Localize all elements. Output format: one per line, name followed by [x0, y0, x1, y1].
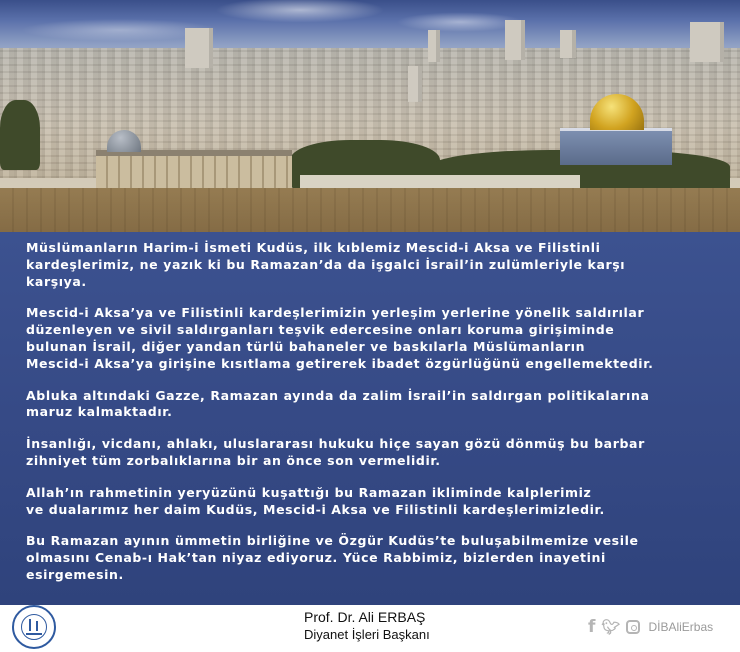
- text-line: Müslümanların Harim-i İsmeti Kudüs, ilk kıblemiz Mescid-i Aksa ve Filistinli: [26, 240, 601, 255]
- facebook-icon[interactable]: f: [588, 617, 596, 637]
- text-line: bulunan İsrail, diğer yandan türlü bahaneler ve baskılarla Müslümanların: [26, 338, 586, 354]
- jerusalem-photo: [0, 0, 740, 232]
- dome-of-the-rock-base: [560, 128, 672, 165]
- text-line: maruz kalmaktadır.: [26, 404, 173, 420]
- text-line: Allah’ın rahmetinin yeryüzünü kuşattığı bu Ramazan ikliminde kalplerimiz: [26, 484, 592, 500]
- text-line: Bu Ramazan ayının ümmetin birliğine ve Özgür Kudüs’te buluşabilmemize vesile: [26, 533, 639, 549]
- diyanet-logo: [12, 605, 56, 649]
- twitter-icon[interactable]: 🐦︎: [601, 618, 621, 636]
- social-links: [588, 617, 713, 637]
- skyline-building: [185, 28, 213, 68]
- text-line: karşıya.: [26, 273, 87, 289]
- skyline-building: [690, 22, 724, 62]
- signer-title: Diyanet İşleri Başkanı: [304, 627, 430, 642]
- text-line: kardeşlerimiz, ne yazık ki bu Ramazan’da da işgalci İsrail’in zulümleriyle karşı: [26, 256, 626, 272]
- paragraph-3: [26, 388, 722, 422]
- text-line: olmasını Cenab-ı Hak’tan niyaz ediyoruz. Yüce Rabbimiz, bizlerden inayetini: [26, 550, 606, 566]
- text-line: düzenleyen ve sivil saldırganları teşvik edercesine onları koruma girişiminde: [26, 322, 615, 338]
- text-line: ve dualarımız her daim Kudüs, Mescid-i Aksa ve Filistinli kardeşlerimizledir.: [26, 501, 605, 517]
- text-line: zihniyet tüm zorbalıklarına bir an önce son vermelidir.: [26, 452, 441, 468]
- skyline-building: [560, 30, 576, 58]
- instagram-icon[interactable]: [626, 620, 640, 634]
- footer-divider: [0, 602, 740, 605]
- paragraph-6: [26, 533, 722, 583]
- paragraph-4: [26, 436, 722, 470]
- signer-block: [304, 608, 430, 644]
- signature-footer: [0, 602, 740, 652]
- trees: [0, 100, 40, 170]
- social-handle[interactable]: DİBAliErbas: [648, 620, 714, 634]
- paragraph-1: [26, 240, 722, 290]
- text-line: Mescid-i Aksa’ya girişine kısıtlama getirerek ibadet özgürlüğünü engellemektedir.: [26, 355, 654, 371]
- minaret: [408, 66, 422, 102]
- message-panel: [0, 232, 740, 602]
- paragraph-2: [26, 305, 722, 372]
- signer-name: Prof. Dr. Ali ERBAŞ: [304, 609, 426, 625]
- paragraph-5: [26, 485, 722, 519]
- text-line: esirgemesin.: [26, 566, 124, 582]
- text-line: Abluka altındaki Gazze, Ramazan ayında da zalim İsrail’in saldırgan politikalarına: [26, 387, 650, 403]
- logo-emblem: [26, 619, 42, 635]
- text-line: İnsanlığı, vicdanı, ahlakı, uluslararası hukuku hiçe sayan gözü dönmüş bu barbar: [26, 436, 645, 452]
- message-text: [26, 240, 722, 599]
- skyline-building: [428, 30, 440, 62]
- skyline-building: [505, 20, 525, 60]
- text-line: Mescid-i Aksa’ya ve Filistinli kardeşlerimizin yerleşim yerlerine yönelik saldırılar: [26, 305, 645, 321]
- old-city-wall: [0, 188, 740, 232]
